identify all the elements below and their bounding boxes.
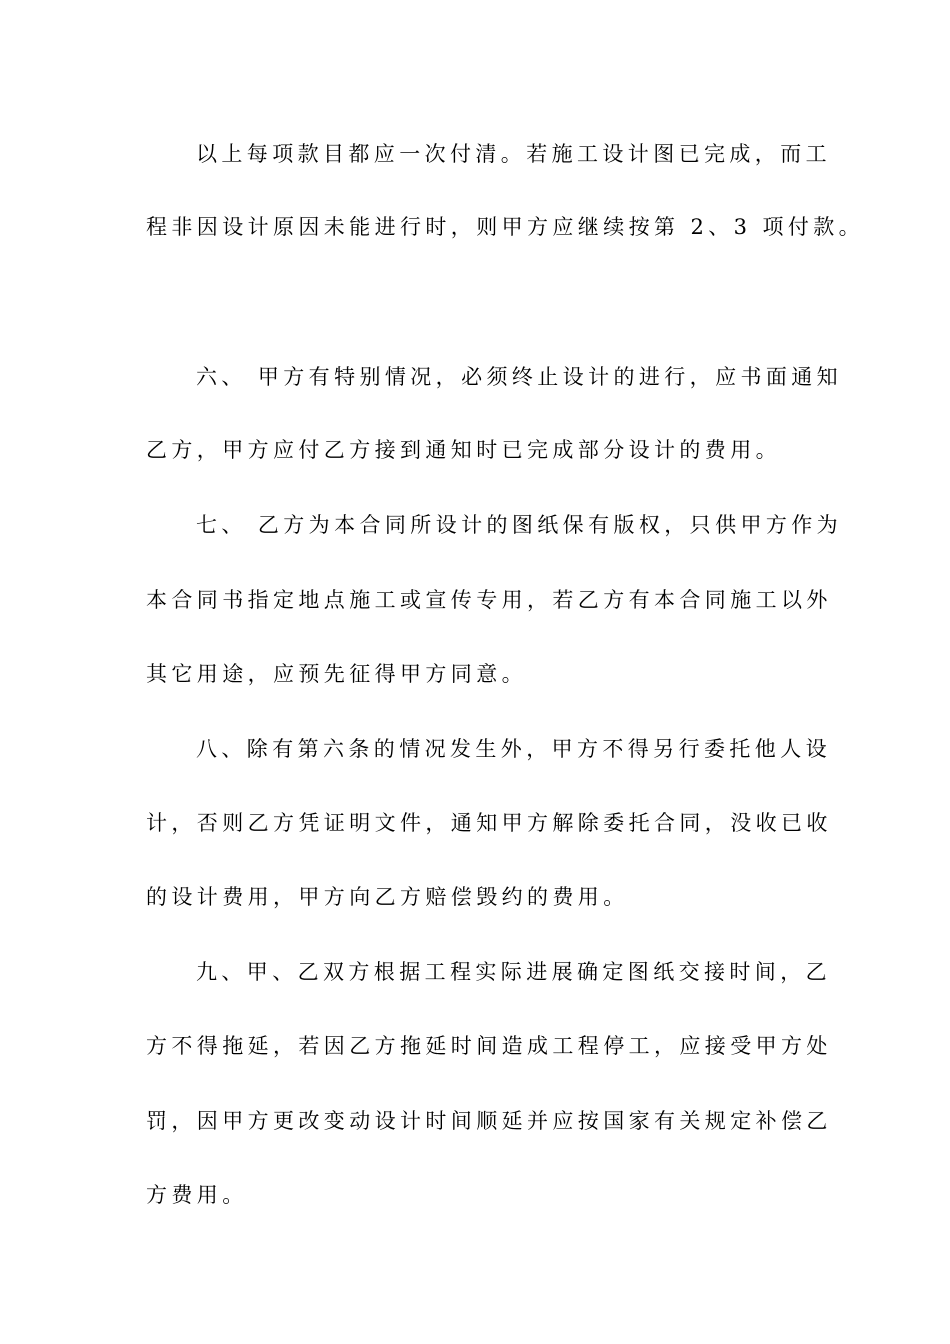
- clause-8-line-1: 八、除有第六条的情况发生外，甲方不得另行委托他人设: [196, 737, 831, 761]
- paragraph-payment-note-line-2: 程非因设计原因未能进行时，则甲方应继续按第 2、3 项付款。: [146, 215, 865, 239]
- clause-7-line-2: 本合同书指定地点施工或宣传专用，若乙方有本合同施工以外: [146, 588, 832, 612]
- clause-8-line-3: 的设计费用，甲方向乙方赔偿毁约的费用。: [146, 885, 629, 909]
- clause-7-line-1: 七、 乙方为本合同所设计的图纸保有版权，只供甲方作为: [196, 513, 843, 537]
- clause-7-line-3: 其它用途，应预先征得甲方同意。: [146, 662, 527, 686]
- clause-9-line-3: 罚，因甲方更改变动设计时间顺延并应按国家有关规定补偿乙: [146, 1109, 832, 1133]
- clause-6-line-2: 乙方，甲方应付乙方接到通知时已完成部分设计的费用。: [146, 438, 781, 462]
- clause-6-line-1: 六、 甲方有特别情况，必须终止设计的进行，应书面通知: [196, 365, 843, 389]
- clause-8-line-2: 计，否则乙方凭证明文件，通知甲方解除委托合同，没收已收: [146, 811, 832, 835]
- clause-9-line-2: 方不得拖延，若因乙方拖延时间造成工程停工，应接受甲方处: [146, 1034, 832, 1058]
- clause-9-line-4: 方费用。: [146, 1183, 248, 1207]
- clause-9-line-1: 九、甲、乙双方根据工程实际进展确定图纸交接时间，乙: [196, 960, 831, 984]
- paragraph-payment-note-line-1: 以上每项款目都应一次付清。若施工设计图已完成，而工: [196, 142, 831, 166]
